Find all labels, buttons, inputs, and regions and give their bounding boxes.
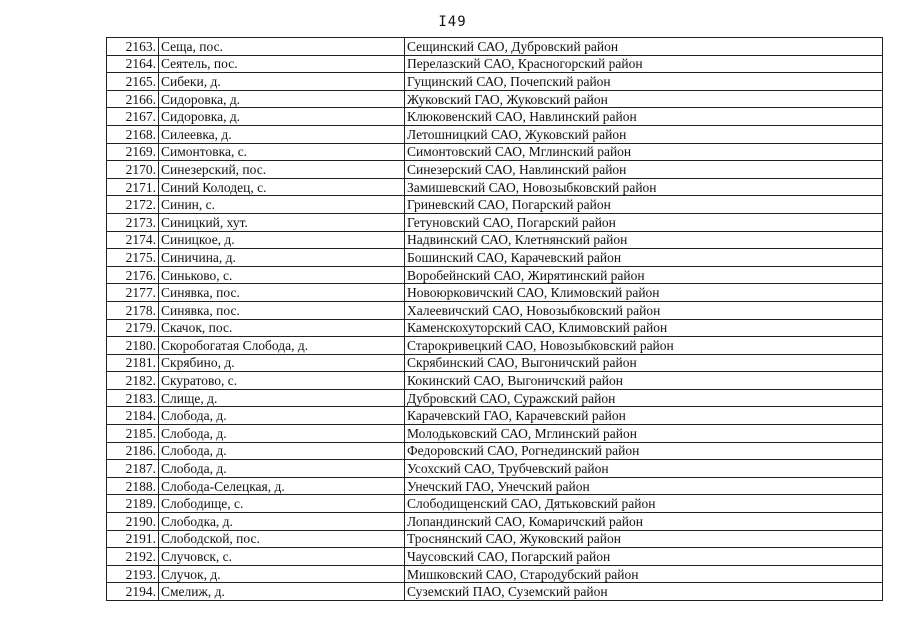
settlement-name: Синичина, д. xyxy=(159,249,405,267)
row-number: 2174. xyxy=(107,231,159,249)
administrative-unit: Синезерский САО, Навлинский район xyxy=(405,161,883,179)
settlement-name: Синьково, с. xyxy=(159,266,405,284)
row-number: 2186. xyxy=(107,442,159,460)
table-row xyxy=(107,565,883,583)
row-number: 2193. xyxy=(107,565,159,583)
settlement-name: Сеятель, пос. xyxy=(159,55,405,73)
table-row xyxy=(107,213,883,231)
settlement-name: Скачок, пос. xyxy=(159,319,405,337)
administrative-unit: Мишковский САО, Стародубский район xyxy=(405,565,883,583)
row-number: 2169. xyxy=(107,143,159,161)
row-number: 2182. xyxy=(107,372,159,390)
administrative-unit: Слободищенский САО, Дятьковский район xyxy=(405,495,883,513)
row-number: 2176. xyxy=(107,266,159,284)
administrative-unit: Скрябинский САО, Выгоничский район xyxy=(405,354,883,372)
settlement-name: Сидоровка, д. xyxy=(159,108,405,126)
table-row xyxy=(107,319,883,337)
settlement-name: Случовск, с. xyxy=(159,548,405,566)
row-number: 2190. xyxy=(107,513,159,531)
table-row xyxy=(107,266,883,284)
settlement-name: Симонтовка, с. xyxy=(159,143,405,161)
row-number: 2163. xyxy=(107,38,159,56)
administrative-unit: Гриневский САО, Погарский район xyxy=(405,196,883,214)
table-row xyxy=(107,196,883,214)
row-number: 2172. xyxy=(107,196,159,214)
settlement-name: Слище, д. xyxy=(159,389,405,407)
administrative-unit: Федоровский САО, Рогнединский район xyxy=(405,442,883,460)
settlement-name: Сибеки, д. xyxy=(159,73,405,91)
settlement-name: Слобода, д. xyxy=(159,460,405,478)
table-row xyxy=(107,477,883,495)
table-row xyxy=(107,284,883,302)
settlement-name: Слободище, с. xyxy=(159,495,405,513)
settlement-name: Синин, с. xyxy=(159,196,405,214)
table-row xyxy=(107,495,883,513)
administrative-unit: Каменскохуторский САО, Климовский район xyxy=(405,319,883,337)
table-row xyxy=(107,372,883,390)
table-row xyxy=(107,583,883,601)
administrative-unit: Клюковенский САО, Навлинский район xyxy=(405,108,883,126)
settlement-name: Смелиж, д. xyxy=(159,583,405,601)
administrative-unit: Перелазский САО, Красногорский район xyxy=(405,55,883,73)
administrative-unit: Кокинский САО, Выгоничский район xyxy=(405,372,883,390)
table-row xyxy=(107,530,883,548)
row-number: 2185. xyxy=(107,425,159,443)
settlement-name: Слобода, д. xyxy=(159,425,405,443)
settlements-table xyxy=(106,37,883,601)
administrative-unit: Замишевский САО, Новозыбковский район xyxy=(405,178,883,196)
table-row xyxy=(107,513,883,531)
table-row xyxy=(107,90,883,108)
settlement-name: Синезерский, пос. xyxy=(159,161,405,179)
row-number: 2165. xyxy=(107,73,159,91)
administrative-unit: Бошинский САО, Карачевский район xyxy=(405,249,883,267)
row-number: 2168. xyxy=(107,125,159,143)
administrative-unit: Жуковский ГАО, Жуковский район xyxy=(405,90,883,108)
settlement-name: Силеевка, д. xyxy=(159,125,405,143)
table-row xyxy=(107,73,883,91)
administrative-unit: Сещинский САО, Дубровский район xyxy=(405,38,883,56)
table-row xyxy=(107,38,883,56)
settlement-name: Синицкий, хут. xyxy=(159,213,405,231)
administrative-unit: Троснянский САО, Жуковский район xyxy=(405,530,883,548)
settlement-name: Синявка, пос. xyxy=(159,301,405,319)
table-row xyxy=(107,143,883,161)
administrative-unit: Суземский ПАО, Суземский район xyxy=(405,583,883,601)
row-number: 2188. xyxy=(107,477,159,495)
row-number: 2194. xyxy=(107,583,159,601)
settlement-name: Случок, д. xyxy=(159,565,405,583)
table-row xyxy=(107,108,883,126)
row-number: 2181. xyxy=(107,354,159,372)
table-row xyxy=(107,178,883,196)
administrative-unit: Надвинский САО, Клетнянский район xyxy=(405,231,883,249)
settlement-name: Синицкое, д. xyxy=(159,231,405,249)
row-number: 2179. xyxy=(107,319,159,337)
administrative-unit: Молодьковский САО, Мглинский район xyxy=(405,425,883,443)
settlement-name: Синий Колодец, с. xyxy=(159,178,405,196)
table-row xyxy=(107,249,883,267)
row-number: 2189. xyxy=(107,495,159,513)
table-row xyxy=(107,337,883,355)
table-body xyxy=(107,38,883,601)
administrative-unit: Халеевичский САО, Новозыбковский район xyxy=(405,301,883,319)
administrative-unit: Гущинский САО, Почепский район xyxy=(405,73,883,91)
administrative-unit: Карачевский ГАО, Карачевский район xyxy=(405,407,883,425)
administrative-unit: Унечский ГАО, Унечский район xyxy=(405,477,883,495)
administrative-unit: Дубровский САО, Суражский район xyxy=(405,389,883,407)
row-number: 2170. xyxy=(107,161,159,179)
administrative-unit: Летошницкий САО, Жуковский район xyxy=(405,125,883,143)
settlement-name: Слободской, пос. xyxy=(159,530,405,548)
row-number: 2177. xyxy=(107,284,159,302)
row-number: 2180. xyxy=(107,337,159,355)
table-row xyxy=(107,231,883,249)
table-row xyxy=(107,55,883,73)
settlement-name: Слобода, д. xyxy=(159,407,405,425)
settlement-name: Слободка, д. xyxy=(159,513,405,531)
settlement-name: Слобода, д. xyxy=(159,442,405,460)
row-number: 2164. xyxy=(107,55,159,73)
row-number: 2191. xyxy=(107,530,159,548)
administrative-unit: Воробейнский САО, Жирятинский район xyxy=(405,266,883,284)
row-number: 2187. xyxy=(107,460,159,478)
table-row xyxy=(107,161,883,179)
administrative-unit: Старокривецкий САО, Новозыбковский район xyxy=(405,337,883,355)
table-row xyxy=(107,442,883,460)
administrative-unit: Чаусовский САО, Погарский район xyxy=(405,548,883,566)
settlement-name: Синявка, пос. xyxy=(159,284,405,302)
row-number: 2173. xyxy=(107,213,159,231)
settlement-name: Слобода-Селецкая, д. xyxy=(159,477,405,495)
administrative-unit: Новоюрковичский САО, Климовский район xyxy=(405,284,883,302)
settlement-name: Скуратово, с. xyxy=(159,372,405,390)
administrative-unit: Усохский САО, Трубчевский район xyxy=(405,460,883,478)
administrative-unit: Гетуновский САО, Погарский район xyxy=(405,213,883,231)
settlement-name: Скоробогатая Слобода, д. xyxy=(159,337,405,355)
page-number: I49 xyxy=(438,14,467,30)
table-row xyxy=(107,301,883,319)
row-number: 2184. xyxy=(107,407,159,425)
settlement-name: Скрябино, д. xyxy=(159,354,405,372)
settlement-name: Сеща, пос. xyxy=(159,38,405,56)
row-number: 2171. xyxy=(107,178,159,196)
row-number: 2192. xyxy=(107,548,159,566)
administrative-unit: Симонтовский САО, Мглинский район xyxy=(405,143,883,161)
row-number: 2178. xyxy=(107,301,159,319)
settlement-name: Сидоровка, д. xyxy=(159,90,405,108)
table-row xyxy=(107,460,883,478)
row-number: 2175. xyxy=(107,249,159,267)
table-row xyxy=(107,125,883,143)
row-number: 2183. xyxy=(107,389,159,407)
table-row xyxy=(107,354,883,372)
table-row xyxy=(107,389,883,407)
table-row xyxy=(107,548,883,566)
row-number: 2166. xyxy=(107,90,159,108)
table-row xyxy=(107,425,883,443)
row-number: 2167. xyxy=(107,108,159,126)
table-row xyxy=(107,407,883,425)
administrative-unit: Лопандинский САО, Комаричский район xyxy=(405,513,883,531)
